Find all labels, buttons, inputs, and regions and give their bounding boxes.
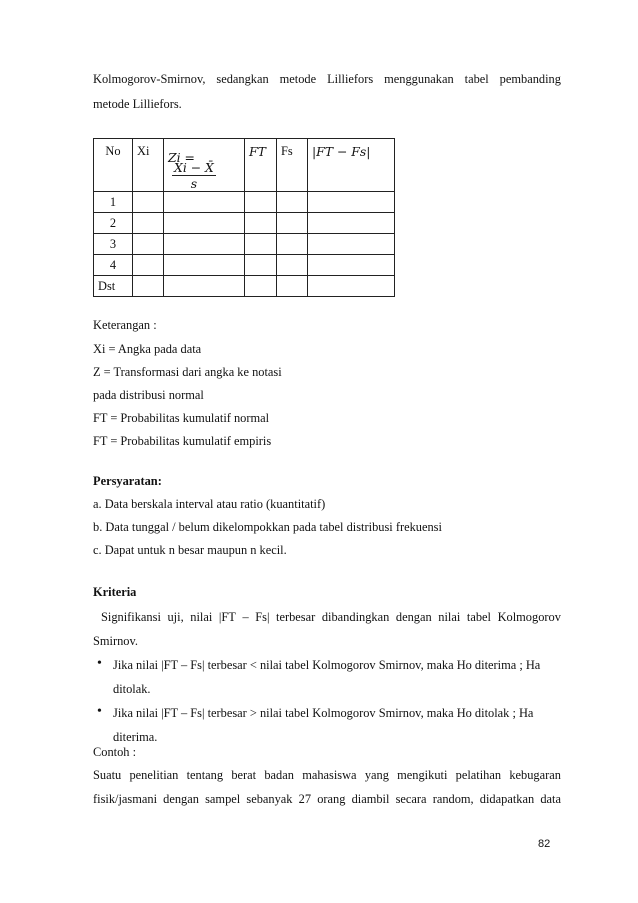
table-cell (308, 255, 395, 276)
contoh-word: diambil (351, 792, 390, 806)
contoh-line-1 (93, 768, 561, 783)
table-cell (277, 192, 308, 213)
contoh-word: kebugaran (509, 768, 561, 782)
contoh-word: data (540, 792, 561, 806)
table-cell (164, 234, 245, 255)
contoh-line-2 (93, 792, 561, 807)
kriteria-word: Fs| (255, 610, 270, 624)
persyaratan-item: a. Data berskala interval atau ratio (kuantitatif) (93, 497, 326, 511)
kriteria-word: terbesar (276, 610, 316, 624)
header-z-formula (164, 139, 245, 192)
table-cell (133, 234, 164, 255)
keterangan-line: Z = Transformasi dari angka ke notasi (93, 365, 282, 379)
table-cell (133, 276, 164, 297)
contoh-word: badan (264, 768, 294, 782)
contoh-word: dengan (163, 792, 199, 806)
table-cell (245, 213, 277, 234)
persyaratan-item: c. Dapat untuk n besar maupun n kecil. (93, 543, 287, 557)
intro-word: pembanding (499, 72, 561, 86)
contoh-word: tentang (186, 768, 224, 782)
table-cell (133, 255, 164, 276)
contoh-title: Contoh : (93, 745, 137, 759)
table-cell (277, 213, 308, 234)
persyaratan-title: Persyaratan: (93, 474, 162, 488)
keterangan-line: FT = Probabilitas kumulatif normal (93, 411, 270, 425)
table-row (94, 213, 395, 234)
kriteria-bullet-1-line-1: Jika nilai |FT – Fs| terbesar < nilai tabel Kolmogorov Smirnov, maka Ho diterima ; Ha (113, 658, 541, 672)
kriteria-word: nilai (190, 610, 213, 624)
contoh-word: pelatihan (455, 768, 502, 782)
contoh-word: 27 (298, 792, 312, 806)
intro-word: menggunakan (384, 72, 454, 86)
intro-line-1 (93, 72, 561, 87)
keterangan-line: FT = Probabilitas kumulatif empiris (93, 434, 272, 448)
table-cell (245, 192, 277, 213)
row-number-cell: 4 (94, 255, 133, 276)
contoh-word: fisik/jasmani (93, 792, 158, 806)
kriteria-bullet-1-line-2: ditolak. (113, 682, 151, 696)
persyaratan-item: b. Data tunggal / belum dikelompokkan pada tabel distribusi frekuensi (93, 520, 442, 534)
table-cell (245, 255, 277, 276)
contoh-word: random, (432, 792, 474, 806)
page-number: 82 (538, 838, 551, 850)
kriteria-bullet-2-line-1: Jika nilai |FT – Fs| terbesar > nilai tabel Kolmogorov Smirnov, maka Ho ditolak ; Ha (113, 706, 534, 720)
table-header-row (94, 139, 395, 192)
keterangan-line: Xi = Angka pada data (93, 342, 202, 356)
intro-word: tabel (464, 72, 489, 86)
kriteria-word: dengan (395, 610, 432, 624)
contoh-word: sampel (205, 792, 241, 806)
kriteria-bullet-2-line-2: diterima. (113, 730, 158, 744)
table-cell (308, 213, 395, 234)
table-cell (308, 192, 395, 213)
z-formula-numerator: Xi − X̄ (174, 160, 214, 175)
bullet-icon: • (97, 704, 102, 719)
contoh-word: berat (231, 768, 257, 782)
z-formula-denominator: s (190, 176, 198, 191)
table-cell (277, 255, 308, 276)
intro-word: metode (279, 72, 317, 86)
table-cell (277, 234, 308, 255)
kriteria-word: nilai (438, 610, 461, 624)
intro-word: Lilliefors (327, 72, 374, 86)
header-ft: FT (245, 139, 277, 192)
contoh-word: yang (364, 768, 389, 782)
row-number-cell: 1 (94, 192, 133, 213)
kriteria-para-line-1 (101, 610, 561, 625)
header-fs: Fs (277, 139, 308, 192)
table-cell (164, 213, 245, 234)
kriteria-word: tabel (466, 610, 491, 624)
contoh-word: mengikuti (397, 768, 448, 782)
table-cell (164, 276, 245, 297)
keterangan-title: Keterangan : (93, 318, 157, 332)
table-row (94, 234, 395, 255)
table-cell (308, 276, 395, 297)
contoh-word: orang (317, 792, 346, 806)
table-cell (133, 192, 164, 213)
kriteria-word: uji, (167, 610, 184, 624)
table-cell (133, 213, 164, 234)
contoh-word: Suatu (93, 768, 122, 782)
contoh-word: didapatkan (479, 792, 535, 806)
intro-word: sedangkan (216, 72, 269, 86)
table-row (94, 276, 395, 297)
table-cell (277, 276, 308, 297)
kriteria-word: – (242, 610, 249, 624)
kriteria-word: Signifikansi (101, 610, 161, 624)
table-cell (245, 276, 277, 297)
kriteria-word: |FT (218, 610, 236, 624)
table-cell (308, 234, 395, 255)
row-number-cell: 3 (94, 234, 133, 255)
row-number-cell: 2 (94, 213, 133, 234)
contoh-word: mahasiswa (302, 768, 357, 782)
intro-word: Kolmogorov-Smirnov, (93, 72, 206, 86)
contoh-word: sebanyak (246, 792, 293, 806)
header-abs-diff: |FT − Fs| (308, 139, 395, 192)
kriteria-title: Kriteria (93, 585, 137, 599)
kriteria-word: dibandingkan (321, 610, 390, 624)
table-row (94, 192, 395, 213)
intro-line-2: metode Lilliefors. (93, 97, 182, 111)
kolmogorov-table (93, 138, 395, 297)
z-formula-lhs: Zi = (168, 150, 195, 165)
header-no: No (94, 139, 133, 192)
table-cell (164, 255, 245, 276)
bullet-icon: • (97, 656, 102, 671)
table-row (94, 255, 395, 276)
kriteria-para-line-2: Smirnov. (93, 634, 138, 648)
keterangan-line: pada distribusi normal (93, 388, 204, 402)
table-cell (245, 234, 277, 255)
kriteria-word: Kolmogorov (497, 610, 561, 624)
header-xi: Xi (133, 139, 164, 192)
contoh-word: penelitian (129, 768, 179, 782)
row-number-cell: Dst (94, 276, 133, 297)
contoh-word: secara (395, 792, 427, 806)
table-cell (164, 192, 245, 213)
